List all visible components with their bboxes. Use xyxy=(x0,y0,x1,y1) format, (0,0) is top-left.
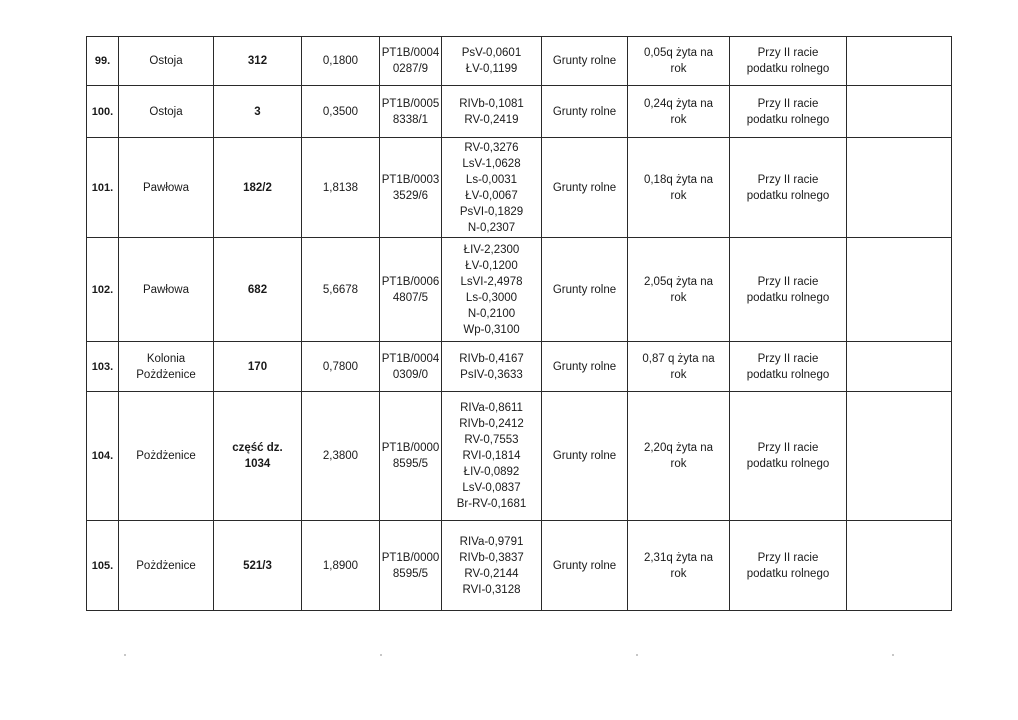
land-type: Grunty rolne xyxy=(542,392,628,521)
soil-class-entry: RIVb-0,2412 xyxy=(459,418,524,430)
soil-classes xyxy=(442,37,542,86)
parcel-number xyxy=(214,342,302,392)
location-name xyxy=(119,392,214,521)
tax-line: rok xyxy=(670,458,687,470)
soil-class-entry: Ls-0,0031 xyxy=(465,173,518,186)
kw-line: PT1B/0004 xyxy=(381,352,440,365)
table-row xyxy=(87,521,952,611)
tax-line: 2,31q żyta na xyxy=(643,551,714,564)
location-name xyxy=(119,521,214,611)
location-line: Pawłowa xyxy=(142,181,190,194)
row-number: 103. xyxy=(87,342,119,392)
soil-class-entry: PsVI-0,1829 xyxy=(459,205,524,218)
land-type: Grunty rolne xyxy=(542,37,628,86)
tax-line: rok xyxy=(670,368,687,381)
location-name xyxy=(119,238,214,342)
soil-class-entry: Ls-0,3000 xyxy=(465,291,518,304)
location-name xyxy=(119,37,214,86)
payment-note xyxy=(730,342,847,392)
table-row xyxy=(87,138,952,238)
payment-note xyxy=(730,238,847,342)
parcel-line: 1034 xyxy=(244,458,271,470)
location-line: Pawłowa xyxy=(142,283,190,296)
land-register-number xyxy=(380,37,442,86)
soil-class-entry: LsVI-2,4978 xyxy=(460,275,523,288)
note-line: podatku rolnego xyxy=(746,291,830,304)
land-type: Grunty rolne xyxy=(542,86,628,138)
soil-class-entry: ŁIV-2,2300 xyxy=(463,243,520,256)
parcel-line: 682 xyxy=(247,283,268,296)
parcel-line: część dz. xyxy=(232,442,283,454)
row-number: 99. xyxy=(87,37,119,86)
parcel-table-body xyxy=(87,37,952,611)
location-name xyxy=(119,86,214,138)
soil-class-entry: N-0,2307 xyxy=(467,221,516,234)
soil-class-entry: RIVa-0,8611 xyxy=(460,402,523,414)
tax-line: rok xyxy=(670,189,687,202)
soil-class-entry: RIVb-0,1081 xyxy=(459,97,524,110)
land-type: Grunty rolne xyxy=(542,238,628,342)
empty-cell xyxy=(847,37,952,86)
row-number: 105. xyxy=(87,521,119,611)
soil-class-entry: RIVb-0,3837 xyxy=(459,551,524,564)
payment-note xyxy=(730,392,847,521)
table-row xyxy=(87,392,952,521)
note-line: Przy II racie xyxy=(757,275,819,288)
table-row xyxy=(87,86,952,138)
soil-class-entry: LsV-0,0837 xyxy=(462,482,521,494)
note-line: Przy II racie xyxy=(757,352,819,365)
land-type: Grunty rolne xyxy=(542,342,628,392)
tax-line: rok xyxy=(670,291,687,304)
tax-line: 0,18q żyta na xyxy=(643,173,714,186)
soil-class-entry: N-0,2100 xyxy=(467,307,516,320)
land-register-number xyxy=(380,138,442,238)
parcel-line: 312 xyxy=(247,55,268,67)
soil-class-entry: RIVa-0,9791 xyxy=(459,535,524,548)
soil-class-entry: Br-RV-0,1681 xyxy=(456,498,527,510)
soil-class-entry: RV-0,2144 xyxy=(464,567,519,580)
row-number: 102. xyxy=(87,238,119,342)
empty-cell xyxy=(847,392,952,521)
tax-line: 0,87 q żyta na xyxy=(642,352,715,365)
parcel-area: 0,1800 xyxy=(302,37,380,86)
soil-class-entry: LsV-1,0628 xyxy=(462,157,521,170)
soil-class-entry: RVI-0,3128 xyxy=(462,583,521,596)
kw-line: PT1B/0003 xyxy=(381,173,440,186)
note-line: Przy II racie xyxy=(757,551,819,564)
payment-note xyxy=(730,138,847,238)
parcel-number xyxy=(214,86,302,138)
note-line: podatku rolnego xyxy=(746,113,830,126)
row-number: 101. xyxy=(87,138,119,238)
scan-speck xyxy=(636,654,638,656)
location-line: Ostoja xyxy=(149,55,183,67)
soil-classes xyxy=(442,238,542,342)
parcel-area: 0,7800 xyxy=(302,342,380,392)
tax-rate xyxy=(628,86,730,138)
parcel-area: 0,3500 xyxy=(302,86,380,138)
kw-line: 0309/0 xyxy=(392,368,429,381)
soil-class-entry: ŁV-0,0067 xyxy=(465,189,518,202)
soil-class-entry: PsIV-0,3633 xyxy=(460,368,523,381)
row-number: 104. xyxy=(87,392,119,521)
payment-note xyxy=(730,86,847,138)
tax-rate xyxy=(628,342,730,392)
tax-rate xyxy=(628,238,730,342)
soil-classes xyxy=(442,342,542,392)
land-register-number xyxy=(380,86,442,138)
soil-class-entry: RVI-0,1814 xyxy=(462,450,521,462)
kw-line: PT1B/0000 xyxy=(381,442,440,454)
parcel-area: 1,8138 xyxy=(302,138,380,238)
location-line: Kolonia xyxy=(146,352,186,365)
row-number: 100. xyxy=(87,86,119,138)
soil-class-entry: RV-0,3276 xyxy=(464,141,519,154)
kw-line: PT1B/0006 xyxy=(381,275,440,288)
parcel-line: 182/2 xyxy=(243,181,272,194)
land-register-number xyxy=(380,392,442,521)
note-line: podatku rolnego xyxy=(746,567,830,580)
soil-class-entry: RV-0,2419 xyxy=(464,113,519,126)
soil-classes xyxy=(442,521,542,611)
parcel-area: 2,3800 xyxy=(302,392,380,521)
tax-line: rok xyxy=(670,567,687,580)
location-name xyxy=(119,138,214,238)
parcel-area: 5,6678 xyxy=(302,238,380,342)
empty-cell xyxy=(847,238,952,342)
tax-rate xyxy=(628,37,730,86)
empty-cell xyxy=(847,138,952,238)
scan-speck xyxy=(124,654,126,656)
parcel-area: 1,8900 xyxy=(302,521,380,611)
note-line: podatku rolnego xyxy=(746,458,830,470)
kw-line: PT1B/0004 xyxy=(381,47,440,59)
payment-note xyxy=(730,521,847,611)
location-name xyxy=(119,342,214,392)
soil-class-entry: ŁV-0,1200 xyxy=(465,259,518,272)
kw-line: 8595/5 xyxy=(392,567,429,580)
scan-speck xyxy=(380,654,382,656)
parcel-number xyxy=(214,138,302,238)
tax-line: rok xyxy=(670,113,687,126)
land-register-number xyxy=(380,238,442,342)
parcel-line: 3 xyxy=(254,105,261,118)
note-line: Przy II racie xyxy=(757,97,819,110)
location-line: Pożdżenice xyxy=(136,559,196,572)
soil-class-entry: RV-0,7553 xyxy=(464,434,519,446)
kw-line: 3529/6 xyxy=(392,189,429,202)
parcel-number xyxy=(214,238,302,342)
parcel-table xyxy=(86,36,952,611)
note-line: podatku rolnego xyxy=(746,368,830,381)
table-row xyxy=(87,37,952,86)
kw-line: 8595/5 xyxy=(392,458,429,470)
soil-classes xyxy=(442,138,542,238)
payment-note xyxy=(730,37,847,86)
tax-line: 2,20q żyta na xyxy=(643,442,714,454)
tax-line: 0,05q żyta na xyxy=(643,47,714,59)
parcel-line: 521/3 xyxy=(243,559,272,572)
kw-line: PT1B/0000 xyxy=(381,551,440,564)
tax-line: 2,05q żyta na xyxy=(643,275,714,288)
empty-cell xyxy=(847,521,952,611)
land-type: Grunty rolne xyxy=(542,138,628,238)
location-line: Pożdżenice xyxy=(136,450,196,462)
note-line: podatku rolnego xyxy=(746,63,830,75)
soil-class-entry: RIVb-0,4167 xyxy=(459,352,524,365)
soil-class-entry: Wp-0,3100 xyxy=(463,323,520,336)
empty-cell xyxy=(847,86,952,138)
parcel-number xyxy=(214,392,302,521)
table-row xyxy=(87,238,952,342)
soil-class-entry: PsV-0,0601 xyxy=(461,47,522,59)
empty-cell xyxy=(847,342,952,392)
kw-line: 8338/1 xyxy=(392,113,429,126)
table-row xyxy=(87,342,952,392)
land-register-number xyxy=(380,521,442,611)
tax-line: 0,24q żyta na xyxy=(643,97,714,110)
location-line: Pożdżenice xyxy=(136,368,196,381)
soil-class-entry: ŁV-0,1199 xyxy=(465,63,518,75)
soil-class-entry: ŁIV-0,0892 xyxy=(463,466,520,478)
parcel-number xyxy=(214,521,302,611)
note-line: Przy II racie xyxy=(757,442,819,454)
land-register-number xyxy=(380,342,442,392)
kw-line: PT1B/0005 xyxy=(381,97,440,110)
kw-line: 4807/5 xyxy=(392,291,429,304)
location-line: Ostoja xyxy=(149,105,183,118)
tax-rate xyxy=(628,392,730,521)
land-type: Grunty rolne xyxy=(542,521,628,611)
note-line: podatku rolnego xyxy=(746,189,830,202)
kw-line: 0287/9 xyxy=(392,63,429,75)
soil-classes xyxy=(442,86,542,138)
soil-classes xyxy=(442,392,542,521)
tax-line: rok xyxy=(670,63,687,75)
tax-rate xyxy=(628,138,730,238)
note-line: Przy II racie xyxy=(757,173,819,186)
parcel-line: 170 xyxy=(247,360,268,373)
parcel-number xyxy=(214,37,302,86)
scan-speck xyxy=(892,654,894,656)
tax-rate xyxy=(628,521,730,611)
note-line: Przy II racie xyxy=(757,47,819,59)
